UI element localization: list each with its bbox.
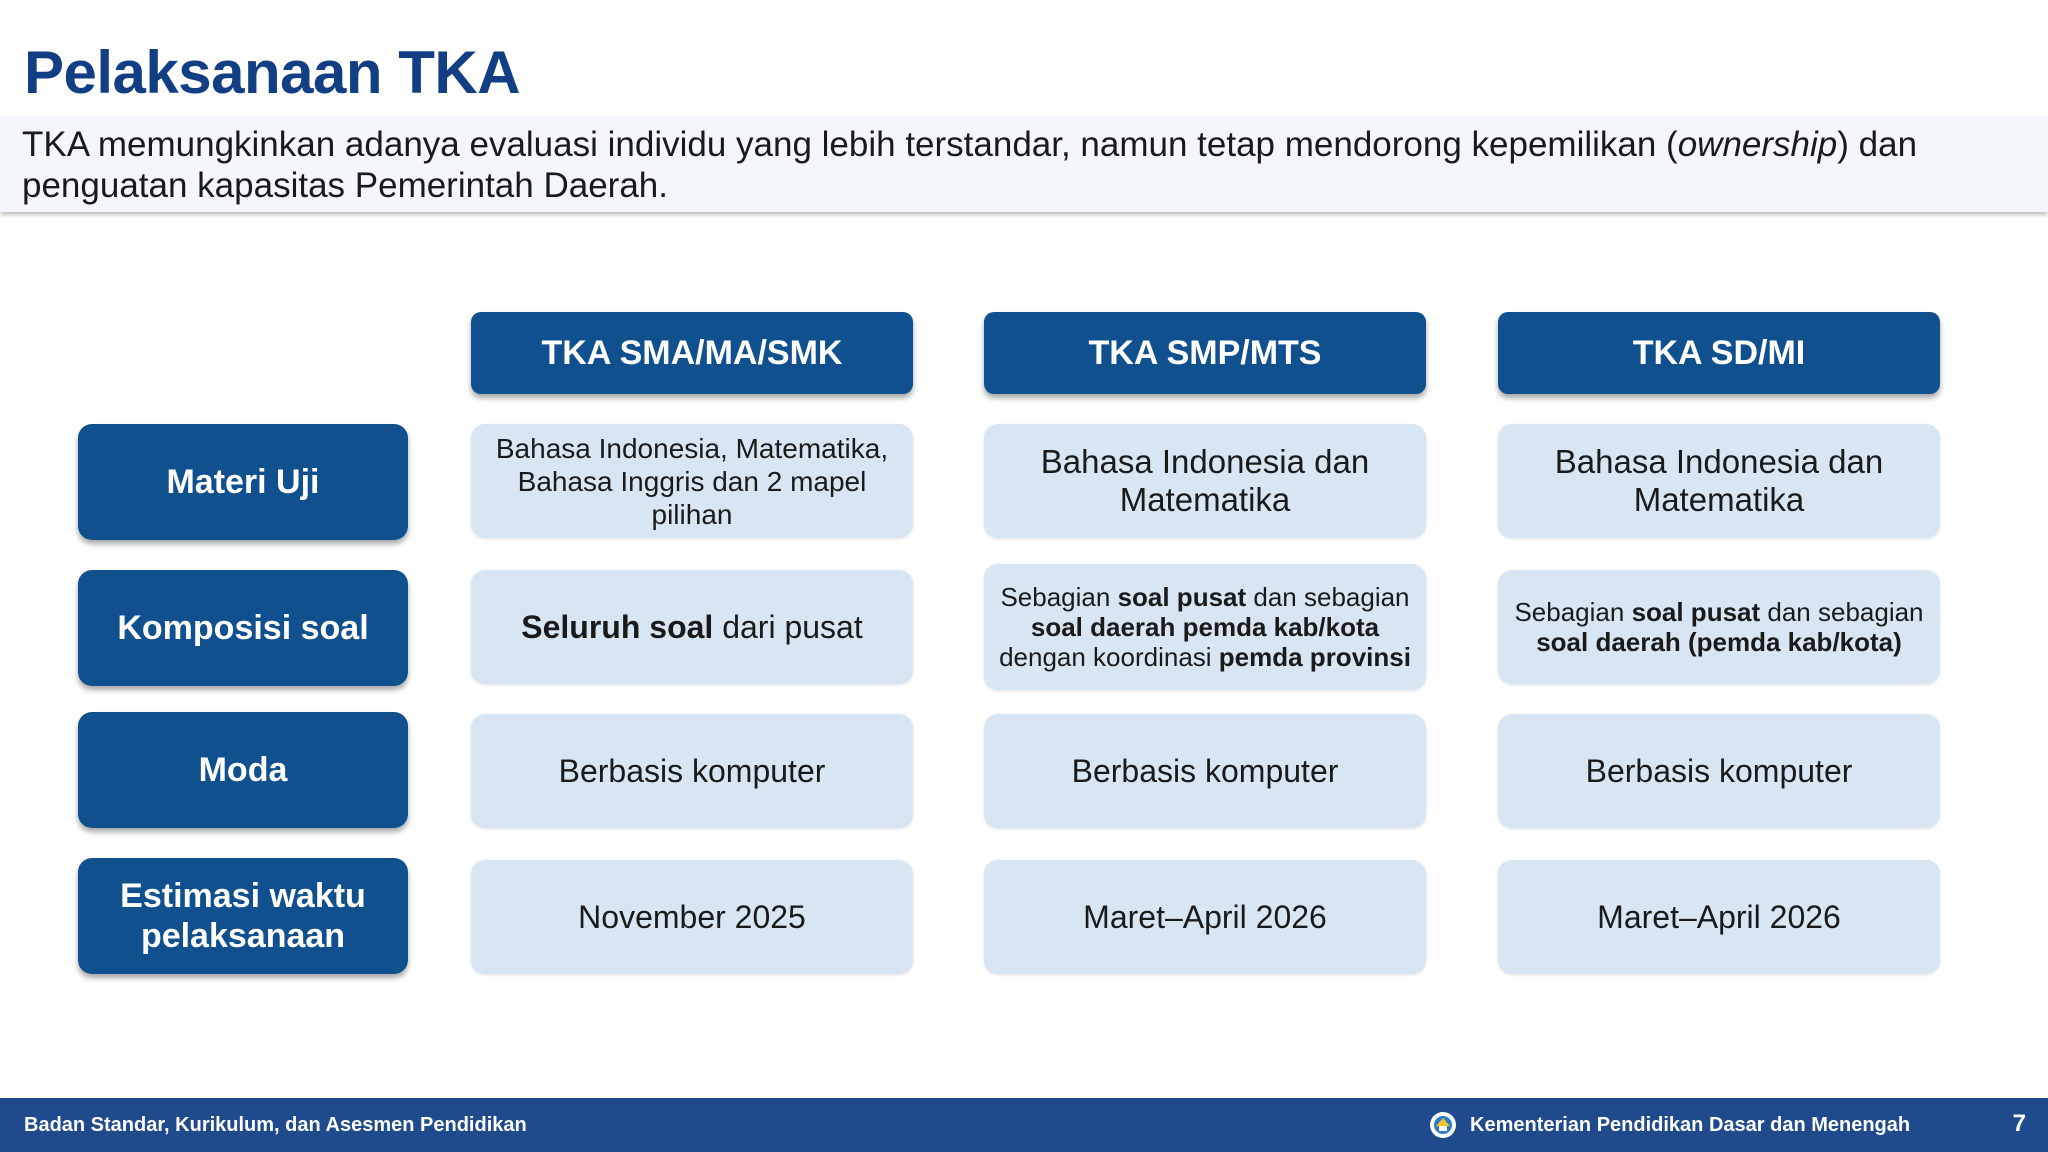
subtitle-italic: ownership — [1677, 125, 1838, 164]
column-header-smp: TKA SMP/MTS — [984, 312, 1426, 394]
subtitle — [22, 124, 2008, 206]
komposisi-sd-b1: soal pusat — [1631, 597, 1761, 627]
subtitle-band — [0, 116, 2048, 212]
footer-agency: Badan Standar, Kurikulum, dan Asesmen Pendidikan — [24, 1114, 527, 1136]
cell-waktu-sd: Maret–April 2026 — [1498, 860, 1940, 974]
tut-wuri-handayani-logo-icon — [1428, 1110, 1458, 1140]
cell-materi-sma: Bahasa Indonesia, Matematika, Bahasa Inggris dan 2 mapel pilihan — [471, 424, 913, 538]
cell-materi-sd: Bahasa Indonesia dan Matematika — [1498, 424, 1940, 538]
cell-moda-smp: Berbasis komputer — [984, 714, 1426, 828]
row-label-moda: Moda — [78, 712, 408, 828]
komposisi-smp-b3: pemda provinsi — [1218, 642, 1411, 672]
cell-moda-sd: Berbasis komputer — [1498, 714, 1940, 828]
cell-komposisi-smp — [984, 564, 1426, 690]
komposisi-smp-b2: soal daerah pemda kab/kota — [1030, 612, 1380, 642]
subtitle-text-2: ) dan penguatan kapasitas Pemerintah Daerah. — [22, 125, 1918, 205]
page-number: 7 — [2012, 1110, 2026, 1137]
row-label-komposisi-soal: Komposisi soal — [78, 570, 408, 686]
footer-bar — [0, 1098, 2048, 1152]
subtitle-text-1: TKA memungkinkan adanya evaluasi individu yang lebih terstandar, namun tetap mendorong kepemilikan ( — [22, 125, 1678, 164]
komposisi-smp-t1: Sebagian — [1000, 582, 1118, 612]
komposisi-smp-b1: soal pusat — [1117, 582, 1247, 612]
column-header-sd: TKA SD/MI — [1498, 312, 1940, 394]
cell-materi-smp: Bahasa Indonesia dan Matematika — [984, 424, 1426, 538]
komposisi-smp-t3: dengan koordinasi — [999, 642, 1219, 672]
cell-moda-sma: Berbasis komputer — [471, 714, 913, 828]
cell-waktu-smp: Maret–April 2026 — [984, 860, 1426, 974]
cell-komposisi-sd — [1498, 570, 1940, 684]
row-label-materi-uji: Materi Uji — [78, 424, 408, 540]
footer-ministry: Kementerian Pendidikan Dasar dan Menengah — [1470, 1114, 1911, 1136]
komposisi-sma-bold: Seluruh soal — [521, 609, 714, 645]
komposisi-sd-b2: soal daerah (pemda kab/kota) — [1536, 627, 1902, 657]
page-title: Pelaksanaan TKA — [24, 39, 521, 106]
komposisi-sma-text: dari pusat — [713, 609, 863, 645]
column-header-sma: TKA SMA/MA/SMK — [471, 312, 913, 394]
cell-waktu-sma: November 2025 — [471, 860, 913, 974]
cell-komposisi-sma — [471, 570, 913, 684]
komposisi-smp-t2: dan sebagian — [1246, 582, 1410, 612]
komposisi-sd-t1: Sebagian — [1514, 597, 1632, 627]
row-label-estimasi-waktu: Estimasi waktu pelaksanaan — [78, 858, 408, 974]
komposisi-sd-t2: dan sebagian — [1760, 597, 1924, 627]
